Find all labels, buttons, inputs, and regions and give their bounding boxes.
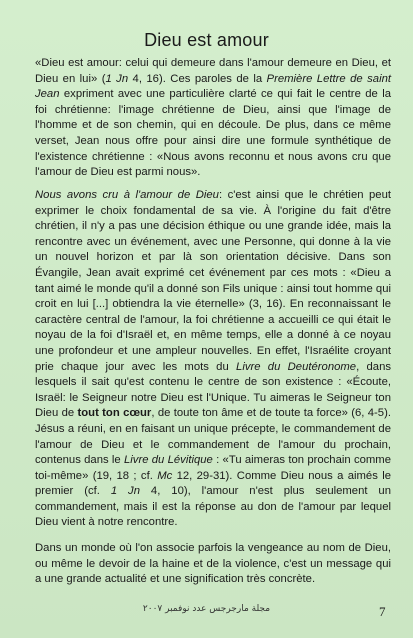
bold-text: tout ton cœur xyxy=(77,407,152,420)
italic-text: 1 Jn xyxy=(110,485,140,498)
text-segment: expriment avec une particulière clarté ce qui fait le centre de la foi chrétienne: l'image chrétienne de Dieu, ainsi que l'image de l'homme et de son chemin, qui en découle. De plus, dans ce même verset, Jean nous offre pour ainsi dire une formule synthétique de l'existence chrétienne : «Nous avons reconnu et nous avons cru que l'amour de Dieu est parmi nous». xyxy=(35,88,391,179)
text-segment: Dans un monde où l'on associe parfois la vengeance au nom de Dieu, ou même le devoir de la haine et de la violence, c'est un message qui a une grande actualité et une signification très concrète. xyxy=(35,542,391,586)
text-segment: : «Tu aimeras ton prochain comme toi-même» (19, 18 ; cf. xyxy=(35,454,391,482)
text-segment: «Dieu est amour: celui qui demeure dans l'amour demeure en Dieu, et Dieu en lui» ( xyxy=(35,57,391,85)
text-segment: : c'est ainsi que le chrétien peut exprimer le choix fondamental de sa vie. À l'origine du fait d'être chrétien, il n'y a pas une décision éthique ou une grande idée, mais la rencontre avec un événement, avec une Personne, qui donne à la vie un nouvel horizon et par là son orientation décisive. Dans son Évangile, Jean avait exprimé cet événement par ces mots : «Dieu a tant aimé le monde qu'il a donné son Fils unique : ainsi tout homme qui croit en lui [...] obtiendra la vie éternelle» (3, 16). En reconnaissant le caractère central de l'amour, la foi chrétienne a accueilli ce qui était le noyau de la foi d'Israël et, en même temps, elle a donné à ce noyau une profondeur et une ampleur nouvelles. En effet, l'Israélite croyant prie chaque jour avec les mots du xyxy=(35,189,391,373)
text-segment: 4, 10), l'amour n'est plus seulement un commandement, mais il est la réponse au don de l'amour par lequel Dieu vient à notre rencontre. xyxy=(35,485,391,529)
paragraph-2 xyxy=(35,188,391,531)
text-segment: , de toute ton âme et de toute ta force» (6, 4-5). Jésus a réuni, en en faisant un unique précepte, le commandement de l'amour de Dieu et le commandement de l'amour du prochain, contenus dans le xyxy=(35,407,391,467)
text-segment: , dans lesquels il sait qu'est contenu le centre de son existence : «Écoute, Israël: le Seigneur notre Dieu est l'Unique. Tu aimeras le Seigneur ton Dieu de xyxy=(35,360,392,420)
italic-text: Livre du Deutéronome xyxy=(236,360,357,373)
italic-text: Première Lettre de saint Jean xyxy=(35,72,391,101)
page-number: 7 xyxy=(379,604,386,619)
paragraph-3 xyxy=(35,541,391,588)
italic-text: Nous avons cru à l'amour de Dieu xyxy=(35,189,219,201)
page-title: Dieu est amour xyxy=(144,30,269,50)
footer-magazine-info: مجلة مارجرجس عدد نوفمبر ٢٠٠٧ xyxy=(142,604,271,614)
italic-text: Mc xyxy=(157,469,173,482)
text-segment: 12, 29-31). Comme Dieu nous a aimés le premier (cf. xyxy=(35,469,391,498)
paragraph-1 xyxy=(35,56,391,181)
italic-text: 1 Jn xyxy=(105,72,129,85)
italic-text: Livre du Lévitique xyxy=(124,454,213,467)
text-segment: 4, 16). Ces paroles de la xyxy=(128,72,267,85)
